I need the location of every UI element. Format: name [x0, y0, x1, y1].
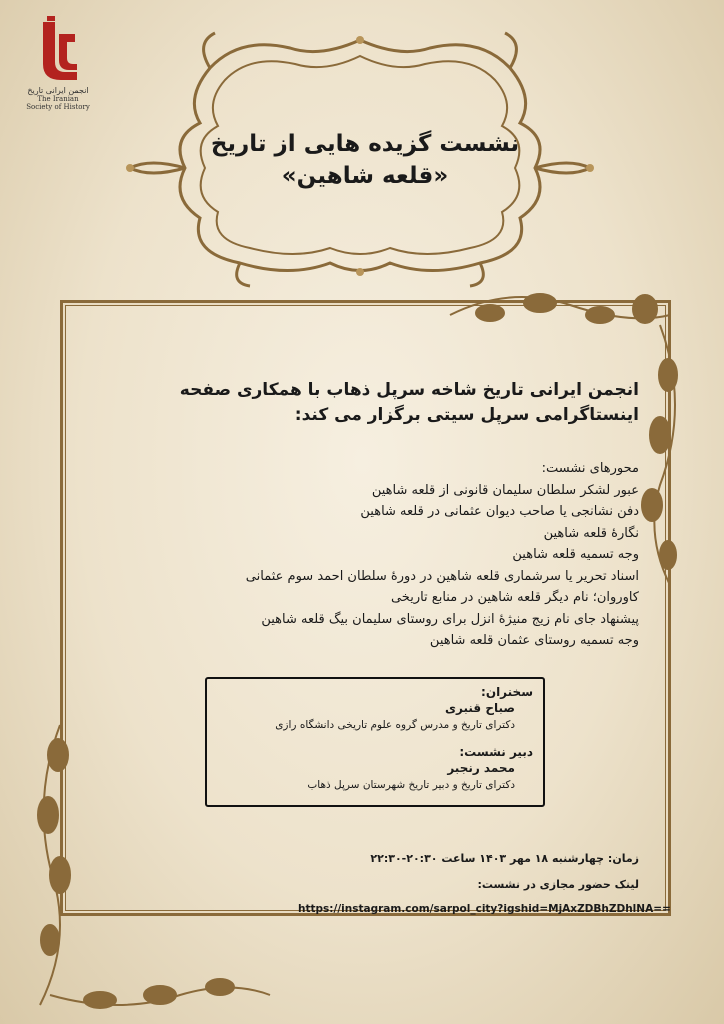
- secretary-name: محمد رنجبر: [447, 761, 515, 775]
- topic-item: عبور لشکر سلطان سلیمان قانونی از قلعه شاهین: [371, 482, 639, 498]
- event-title: [180, 128, 550, 192]
- title-line-2: «قلعه شاهین»: [281, 163, 449, 189]
- intro-line-2: اینستاگرامی سرپل سیتی برگزار می کند:: [294, 405, 639, 425]
- topics-list: [79, 480, 639, 652]
- topic-item: دفن نشانجی یا صاحب دیوان عثمانی در قلعه شاهین: [360, 504, 639, 519]
- society-logo: [18, 14, 98, 111]
- topic-item: پیشنهاد جای نام زیج منیژهٔ انزل برای روستای سلیمان بیگ قلعه شاهین: [261, 611, 639, 627]
- topic-item: اسناد تحریر یا سرشماری قلعه شاهین در دورهٔ سلطان احمد سوم عثمانی: [245, 568, 639, 584]
- topics-heading: محورهای نشست:: [541, 461, 639, 476]
- intro-text: [79, 378, 639, 428]
- society-logo-mark: [33, 14, 83, 84]
- topic-item: وجه تسمیه روستای عثمان قلعه شاهین: [429, 633, 639, 648]
- speaker-description: دکترای تاریخ و مدرس گروه علوم تاریخی دانشگاه رازی: [275, 719, 515, 731]
- secretary-description: دکترای تاریخ و دبیر تاریخ شهرستان سرپل ذهاب: [307, 779, 515, 791]
- topic-item: نگارهٔ قلعه شاهین: [543, 525, 639, 541]
- speakers-box: [205, 677, 545, 807]
- speaker-name: صباح قنبری: [445, 701, 515, 715]
- speaker-heading: سخنران:: [481, 685, 533, 699]
- logo-text-en-1: The Iranian: [37, 95, 79, 103]
- topic-item: وجه تسمیه قلعه شاهین: [512, 547, 639, 562]
- logo-text-en-2: Society of History: [26, 103, 90, 111]
- topic-item: کاوروان؛ نام دیگر قلعه شاهین در منابع تاریخی: [390, 590, 639, 605]
- event-link[interactable]: https://instagram.com/sarpol_city?igshid=MjAxZDBhZDhlNA==: [298, 903, 671, 915]
- intro-line-1: انجمن ایرانی تاریخ شاخه سرپل ذهاب با همکاری صفحه: [179, 380, 639, 400]
- event-time: زمان: چهارشنبه ۱۸ مهر ۱۴۰۳ ساعت ۲۰:۳۰-۲۲:۳۰: [370, 852, 639, 865]
- topics-section: [79, 458, 639, 652]
- event-link-label: لینک حضور مجازی در نشست:: [477, 878, 639, 891]
- title-line-1: نشست گزیده هایی از تاریخ: [210, 131, 520, 157]
- logo-text-fa: انجمن ایرانی تاریخ: [27, 86, 89, 95]
- secretary-heading: دبیر نشست:: [459, 745, 533, 759]
